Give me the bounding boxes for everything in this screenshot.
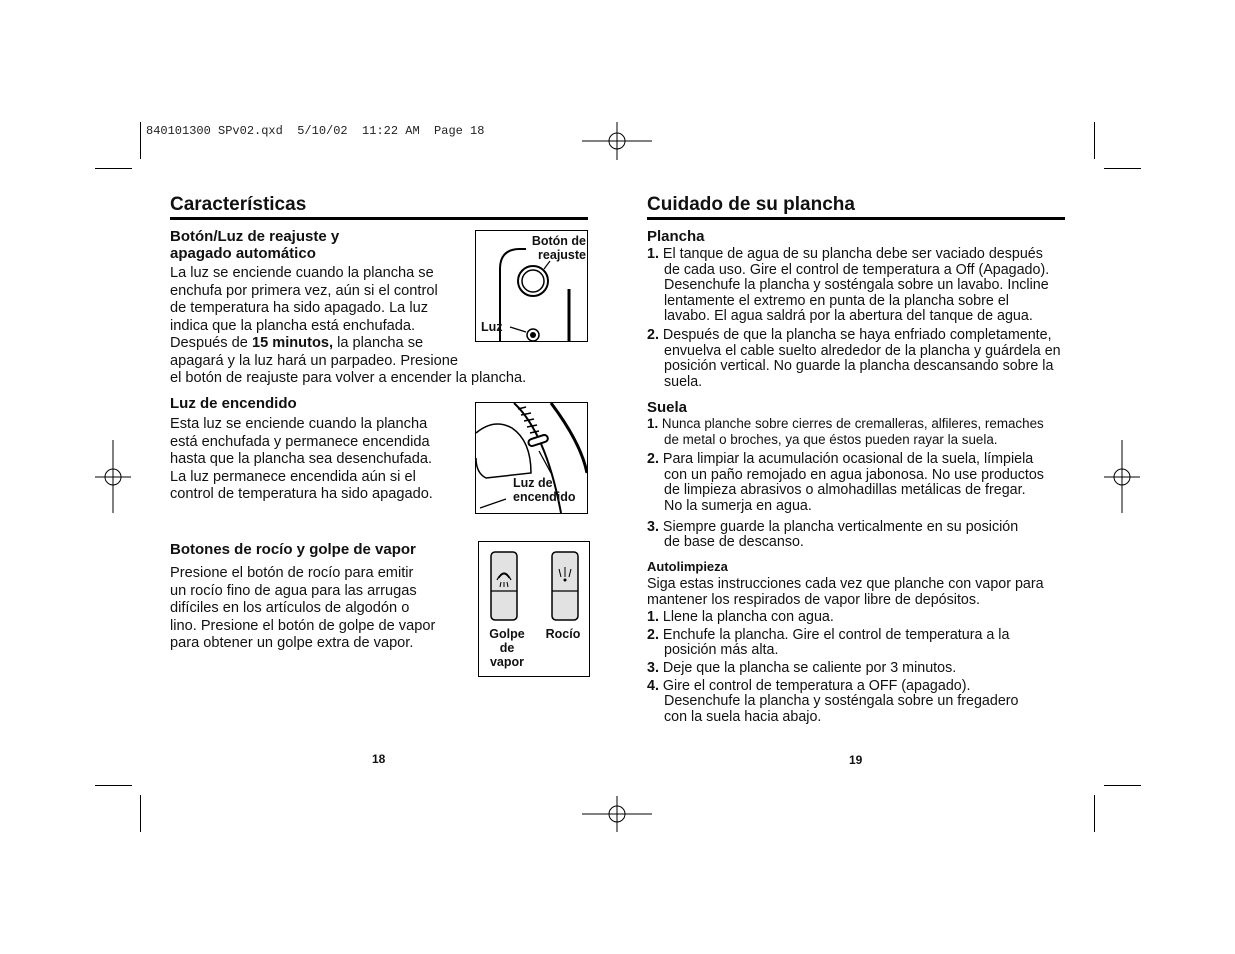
power-light-label: Luz de encendido xyxy=(513,476,576,504)
list-item: 3. Deje que la plancha se caliente por 3 minutos. xyxy=(647,659,957,676)
power-paragraph: Esta luz se enciende cuando la plancha está enchufada y permanece encendida hasta que la plancha sea desenchufada. La luz permanece encendida aún si el control de temperatura ha sido apagado. xyxy=(170,416,433,502)
burst-label: Golpe de vapor xyxy=(489,627,525,669)
power-light-icon xyxy=(528,434,549,447)
spray-label: Rocío xyxy=(545,627,581,641)
power-light-figure xyxy=(475,402,588,514)
list-item: 3. Siempre guarde la plancha verticalmente en su posición de base de descanso. xyxy=(647,518,1019,551)
burst-button-icon xyxy=(491,552,517,620)
autolimpieza-list: Siga estas instrucciones cada vez que planche con vapor para mantener los respirados de vapor libre de depósitos. 1. Llene la plancha con agua. 2. Enchufe la plancha. Gire el control de temperatura a la posición más alta. 3. Deje que la plancha se caliente por 3 minutos. 4. Gire el control de temperatura a OFF (apagado). Desenchufe la plancha y sosténgala sobre un fregadero con la suela hacia abajo. xyxy=(647,577,1077,725)
list-item: 2. Después de que la plancha se haya enfriado completamente, envuelva el cable suelto alrededor de la plancha y guárdela en posición vertical. No guarde la plancha descansando sobre la suela. xyxy=(647,326,1061,390)
reset-button-figure xyxy=(475,230,588,342)
list-item: 1. El tanque de agua de su plancha debe ser vaciado después de cada uso. Gire el control de temperatura a Off (Apagado). Desenchufe la plancha y sosténgala sobre un lavabo. Incline lentamente el extremo en punta de la plancha sobre el lavabo. El agua saldrá por la abertura del tanque de agua. xyxy=(647,246,1050,325)
spray-paragraph: Presione el botón de rocío para emitir un rocío fino de agua para las arrugas difíciles en los artículos de algodón o lino. Presione el botón de golpe de vapor para obtener un golpe extra de vapor. xyxy=(170,565,436,651)
reset-heading: Botón/Luz de reajuste y apagado automático xyxy=(170,228,340,262)
list-item: 2. Para limpiar la acumulación ocasional de la suela, límpiela con un paño remojado en agua jabonosa. No use productos de limpieza abrasivos o almohadillas metálicas de fregar. No la sumerja en agua. xyxy=(647,451,1044,514)
list-item: 2. Enchufe la plancha. Gire el control de temperatura a la posición más alta. xyxy=(647,626,1010,659)
page-title-right: Cuidado de su plancha xyxy=(647,194,855,215)
autolimpieza-heading: Autolimpieza xyxy=(647,559,728,574)
plancha-heading: Plancha xyxy=(647,228,705,245)
list-item: 4. Gire el control de temperatura a OFF (apagado). Desenchufe la plancha y sosténgala sobre un fregadero con la suela hacia abajo. xyxy=(647,677,1019,725)
suela-heading: Suela xyxy=(647,399,688,416)
page-number-left: 18 xyxy=(372,752,386,766)
page-title-left: Características xyxy=(170,194,307,215)
title-rule-right xyxy=(647,217,1065,220)
reset-paragraph: La luz se enciende cuando la plancha se enchufa por primera vez, aún si el control de temperatura ha sido apagado. La luz indica que la plancha está enchufada. Después de 15 minutos, la plancha se apagará y la luz hará un parpadeo. Presione el botón de reajuste para volver a encender la plancha. xyxy=(170,265,527,386)
light-label: Luz xyxy=(481,320,503,334)
suela-list xyxy=(647,416,1077,551)
list-item: 1. Llene la plancha con agua. xyxy=(647,609,834,626)
spray-heading: Botones de rocío y golpe de vapor xyxy=(170,541,416,558)
reset-button-label: Botón de reajuste xyxy=(531,234,586,262)
spray-buttons-figure xyxy=(478,541,590,677)
page-number-right: 19 xyxy=(849,753,863,767)
title-rule-left xyxy=(170,217,588,220)
list-item: 1. Nunca planche sobre cierres de cremalleras, alfileres, remaches de metal o broches, ya que éstos pueden rayar la suela. xyxy=(647,416,1044,447)
spray-button-icon xyxy=(552,552,578,620)
file-slug: 840101300 SPv02.qxd 5/10/02 11:22 AM Page 18 xyxy=(146,124,485,138)
power-heading: Luz de encendido xyxy=(170,395,297,412)
plancha-list xyxy=(647,247,1077,390)
